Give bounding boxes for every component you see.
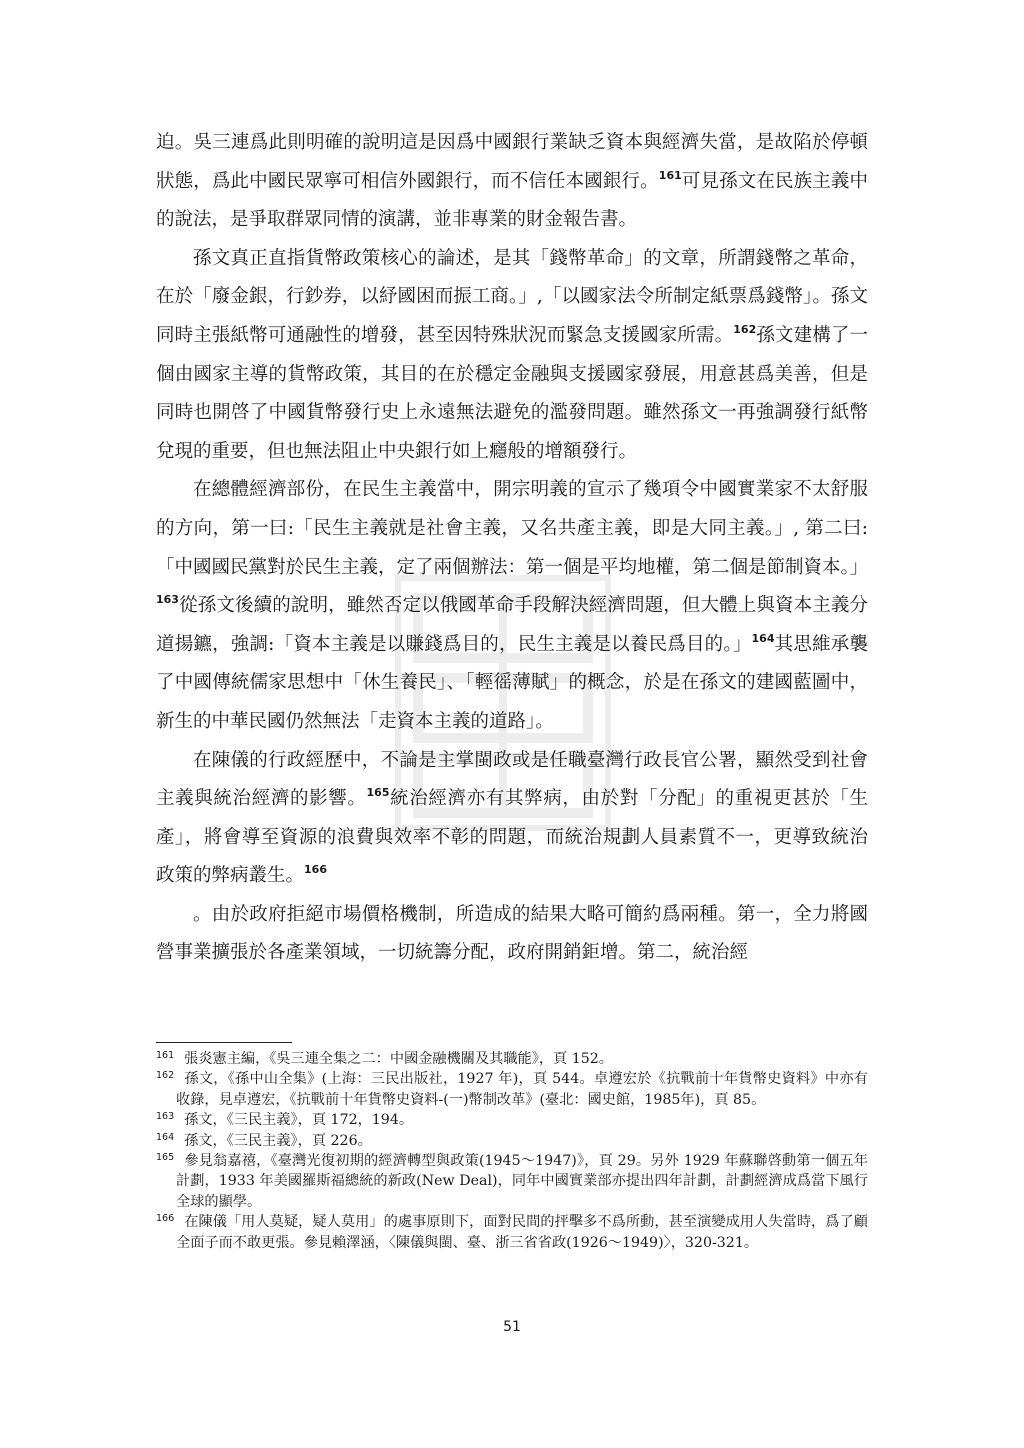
main-text	[156, 124, 868, 973]
footnote-reference[interactable]: 164	[751, 631, 775, 645]
footnote-text: 張炎憲主編，《吳三連全集之二：中國金融機關及其職能》，頁 152。	[184, 1051, 613, 1067]
body-text: 孫文真正直指貨幣政策核心的論述，是其「錢幣革命」的文章，所謂錢幣之革命，在於「廢金銀，行鈔券，以紓國困而振工商。」,「以國家法令所制定紙票爲錢幣」。孫文同時主張紙幣可通融性的增發，甚至因特殊狀況而緊急支援國家所需。	[156, 247, 868, 346]
footnote-number: 163	[156, 1111, 175, 1123]
footnote-number: 166	[156, 1213, 175, 1225]
footnotes	[156, 1049, 868, 1253]
body-text: 在陳儀的行政經歷中，不論是主掌閩政或是任職臺灣行政長官公署，顯然受到社會主義與統治經濟的影響。	[156, 749, 868, 810]
body-text: 從孫文後續的說明，雖然否定以俄國革命手段解決經濟問題，但大體上與資本主義分道揚鑣，強調:「資本主義是以賺錢爲目的，民生主義是以養民爲目的。」	[156, 595, 868, 655]
body-text: 其思維承襲了中國傳統儒家思想中「休生養民」、「輕徭薄賦」的概念，於是在孫文的建國藍圖中，新生的中華民國仍然無法「走資本主義的道路」。	[156, 633, 868, 732]
paragraph-5	[156, 896, 868, 973]
footnote-165	[156, 1151, 868, 1212]
paragraph-4	[156, 742, 868, 896]
body-text: 迫。吳三連爲此則明確的說明這是因爲中國銀行業缺乏資本與經濟失當，是故陷於停頓狀態，爲此中國民眾寧可相信外國銀行，而不信任本國銀行。	[156, 132, 868, 192]
footnote-164	[156, 1131, 868, 1151]
body-text: 。由於政府拒絕市場價格機制，所造成的結果大略可簡約爲兩種。第一，全力將國營事業擴張於各產業領域，一切統籌分配，政府開銷鉅增。第二，統治經	[156, 903, 868, 964]
footnote-reference[interactable]: 162	[733, 322, 757, 336]
footnote-reference[interactable]: 161	[658, 168, 682, 182]
page-number: 51	[503, 1319, 521, 1335]
footnote-number: 162	[156, 1070, 175, 1082]
footnote-text: 參見翁嘉禧，《臺灣光復初期的經濟轉型與政策(1945～1947)》，頁 29。另外 1929 年蘇聯啓動第一個五年計劃，1933 年美國羅斯福總統的新政(New Deal)，同年中國實業部亦提出四年計劃，計劃經濟成爲當下風行全球的顯學。	[176, 1153, 868, 1210]
footnote-text: 孫文，《三民主義》，頁 172，194。	[184, 1112, 414, 1129]
body-text: 在總體經濟部份，在民生主義當中，開宗明義的宣示了幾項令中國實業家不太舒服的方向，第一曰:「民生主義就是社會主義，又名共產主義，即是大同主義。」, 第二曰:「中國國民黨對於民生主義，定了兩個辦法：第一個是平均地權，第二個是節制資本。」	[156, 479, 869, 578]
footnote-161	[156, 1049, 868, 1069]
body-text: 可見孫文在民族主義中的說法，是爭取群眾同情的演講，並非專業的財金報告書。	[156, 170, 868, 231]
footnote-reference[interactable]: 166	[304, 863, 327, 877]
body-text: 統治經濟亦有其弊病，由於對「分配」的重視更甚於「生產」，將會導至資源的浪費與效率不彰的問題，而統治規劃人員素質不一，更導致統治政策的弊病叢生。	[156, 788, 868, 887]
footnote-text: 孫文，《三民主義》，頁 226。	[184, 1132, 372, 1149]
footnote-number: 165	[156, 1152, 175, 1164]
footnote-162	[156, 1069, 868, 1110]
footnote-reference[interactable]: 163	[156, 593, 179, 607]
footnote-text: 在陳儀「用人莫疑，疑人莫用」的處事原則下，面對民間的抨擊多不爲所動，甚至演變成用人失當時，爲了顧全面子而不敢更張。參見賴澤涵，〈陳儀與閩、臺、浙三省省政(1926～1949)〉，320-321。	[176, 1214, 868, 1251]
footnote-divider	[156, 1042, 292, 1043]
paragraph-2	[156, 240, 868, 472]
footnote-number: 161	[156, 1050, 175, 1061]
body-text: 孫文建構了一個由國家主導的貨幣政策，其目的在於穩定金融與支援國家發展，用意甚爲美善，但是同時也開啓了中國貨幣發行史上永遠無法避免的濫發問題。雖然孫文一再強調發行紙幣兌現的重要，但也無法阻止中央銀行如上癮般的增額發行。	[156, 324, 868, 462]
footnote-163	[156, 1110, 868, 1130]
paragraph-1	[156, 124, 868, 240]
footnote-166	[156, 1212, 868, 1253]
footnote-number: 164	[156, 1131, 175, 1143]
paragraph-3	[156, 471, 868, 741]
footnote-reference[interactable]: 165	[366, 786, 390, 800]
footnote-text: 孫文，《孫中山全集》(上海：三民出版社，1927 年)，頁 544。卓遵宏於《抗戰前十年貨幣史資料》中亦有收錄，見卓遵宏，《抗戰前十年貨幣史資料-(一)幣制改革》(臺北：國史館，1985年)，頁 85。	[176, 1071, 868, 1108]
